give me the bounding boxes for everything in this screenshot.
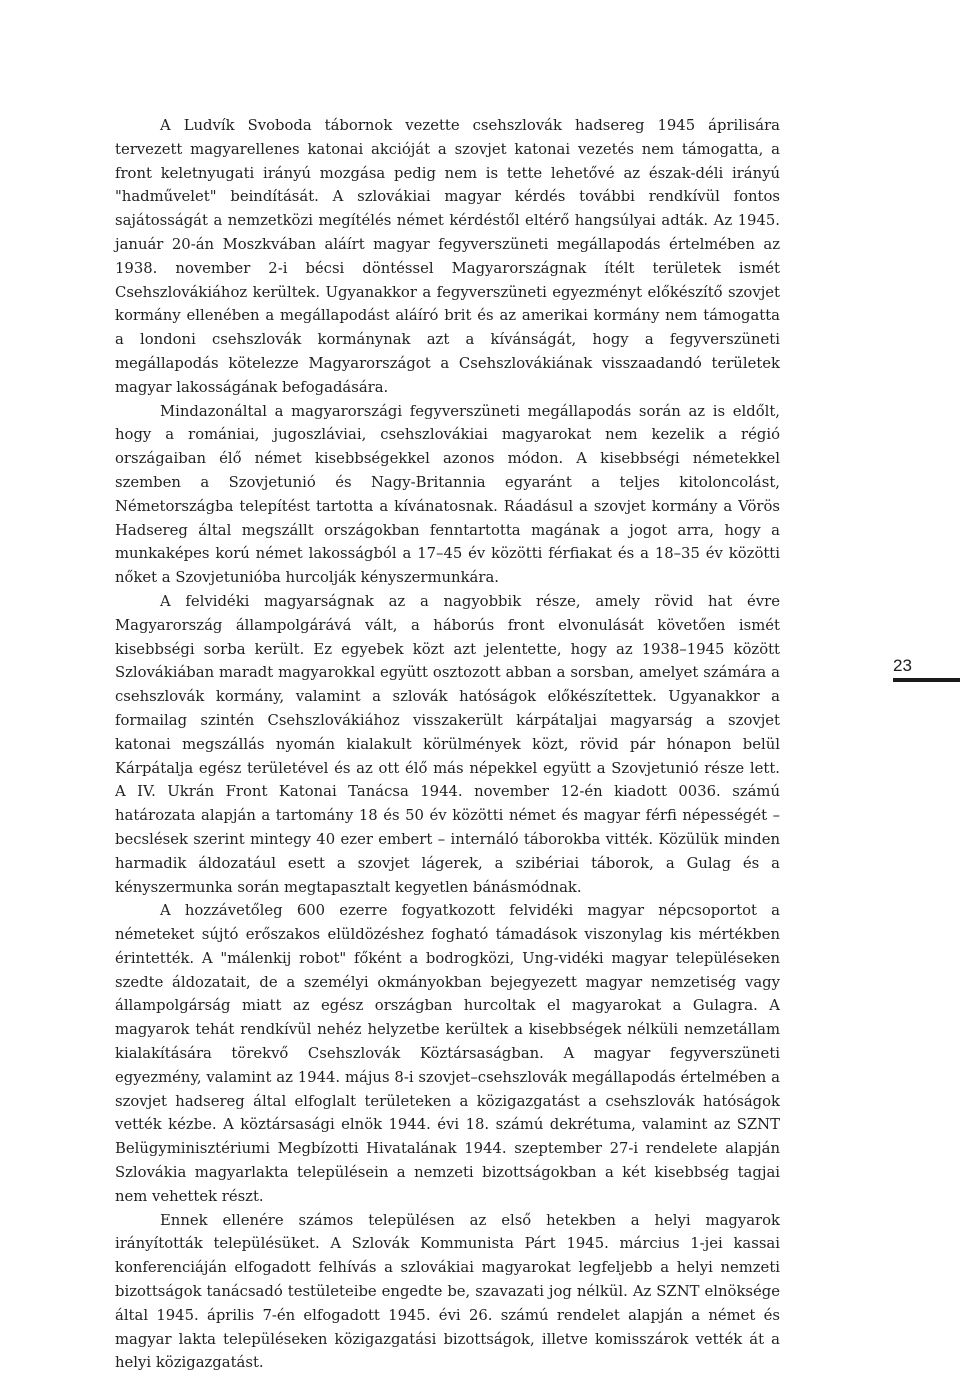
paragraph-5: Ennek ellenére számos településen az első hetekben a helyi magyarok irányították településüket. A Szlovák Kommunista Párt 1945. március 1-jei kassai konferenciáján elfogadott felhívás a szlovákiai magyarokat legfeljebb a helyi nemzeti bizottságok tanácsadó testületeibe engedte be, szavazati jog nélkül. Az SZNT elnöksége által 1945. április 7-én elfogadott 1945. évi 26. számú rendelet alapján a német és magyar lakta településeken közigazgatási bizottságok, illetve komisszárok vették át a helyi közigazgatást. [115, 1211, 780, 1372]
body-text [115, 114, 780, 1375]
paragraph-2: Mindazonáltal a magyarországi fegyverszüneti megállapodás során az is eldőlt, hogy a romániai, jugoszláviai, csehszlovákiai magyarokat nem kezelik a régió országaiban élő német kisebbségekkel azonos módon. A kisebbségi németekkel szemben a Szovjetunió és Nagy-Britannia egyaránt a teljes kitoloncolást, Németországba telepítést tartotta a kívánatosnak. Ráadásul a szovjet kormány a Vörös Hadsereg által megszállt országokban fenntartotta magának a jogot arra, hogy a munkaképes korú német lakosságból a 17–45 év közötti férfiakat és a 18–35 év közötti nőket a Szovjetunióba hurcolják kényszermunkára. [115, 402, 780, 587]
paragraph-3: A felvidéki magyarságnak az a nagyobbik része, amely rövid hat évre Magyarország állampolgárává vált, a háborús front elvonulását követően ismét kisebbségi sorba került. Ez egyebek közt azt jelentette, hogy az 1938–1945 között Szlovákiában maradt magyarokkal együtt osztozott abban a sorsban, amelyet számára a csehszlovák kormány, valamint a szlovák hatóságok előkészítettek. Ugyanakkor a formailag szintén Csehszlovákiához visszakerült kárpátaljai magyarság a szovjet katonai megszállás nyomán kialakult körülmények közt, rövid pár hónapon belül Kárpátalja egész területével és az ott élő más népekkel együtt a Szovjetunió része lett. A IV. Ukrán Front Katonai Tanácsa 1944. november 12-én kiadott 0036. számú határozata alapján a tartomány 18 és 50 év közötti német és magyar férfi népességét – becslések szerint mintegy 40 ezer embert – internáló táborokba vitték. Közülük minden harmadik áldozatául esett a szovjet lágerek, a szibériai táborok, a Gulag és a kényszermunka során megtapasztalt kegyetlen bánásmódnak. [115, 592, 780, 896]
page-number: 23 [893, 656, 912, 675]
paragraph-4: A hozzávetőleg 600 ezerre fogyatkozott felvidéki magyar népcsoportot a németeket sújtó erőszakos elüldözéshez fogható támadások viszonylag kis mértékben érintették. A "málenkij robot" főként a bodrogközi, Ung-vidéki magyar településeken szedte áldozatait, de a személyi okmányokban bejegyezett magyar nemzetiség vagy állampolgárság miatt az egész országban hurcoltak el magyarokat a Gulagra. A magyarok tehát rendkívül nehéz helyzetbe kerültek a kisebbségek nélküli nemzetállam kialakítására törekvő Csehszlovák Köztársaságban. A magyar fegyverszüneti egyezmény, valamint az 1944. május 8-i szovjet–csehszlovák megállapodás értelmében a szovjet hadsereg által elfoglalt területeken a közigazgatást a csehszlovák hatóságok vették kézbe. A köztársasági elnök 1944. évi 18. számú dekrétuma, valamint az SZNT Belügyminisztériumi Megbízotti Hivatalának 1944. szeptember 27-i rendelete alapján Szlovákia magyarlakta településein a nemzeti bizottságokban a két kisebbség tagjai nem vehettek részt. [115, 902, 780, 1205]
page-number-rule [893, 678, 960, 682]
paragraph-1: A Ludvík Svoboda tábornok vezette csehszlovák hadsereg 1945 áprilisára tervezett magyarellenes katonai akcióját a szovjet katonai vezetés nem támogatta, a front keletnyugati irányú mozgása pedig nem is tette lehetővé az észak-déli irányú "hadművelet" beindítását. A szlovákiai magyar kérdés további rendkívül fontos sajátosságát a nemzetközi megítélés német kérdéstől eltérő hangsúlyai adták. Az 1945. január 20-án Moszkvában aláírt magyar fegyverszüneti megállapodás értelmében az 1938. november 2-i bécsi döntéssel Magyarországnak ítélt területek ismét Csehszlovákiához kerültek. Ugyanakkor a fegyverszüneti egyezményt előkészítő szovjet kormány ellenében a megállapodást aláíró brit és az amerikai kormány nem támogatta a londoni csehszlovák kormánynak azt a kívánságát, hogy a fegyverszüneti megállapodás kötelezze Magyarországot a Csehszlovákiának visszaadandó területek magyar lakosságának befogadására. [115, 117, 780, 396]
